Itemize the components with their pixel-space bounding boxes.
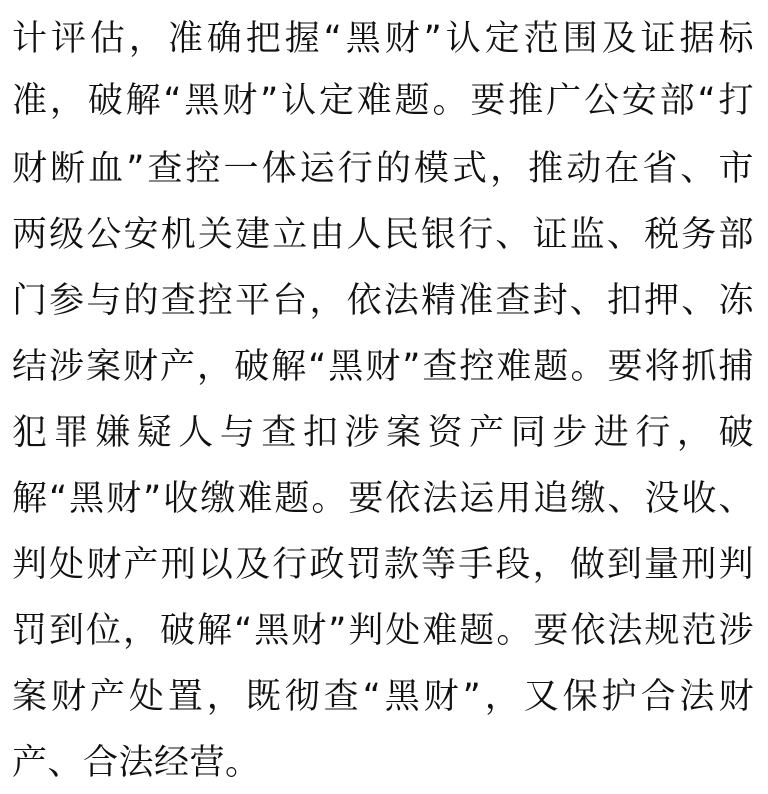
paragraph-line: 犯罪嫌疑人与查扣涉案资产同步进行，破 xyxy=(12,413,754,453)
paragraph-line: 计评估，准确把握“黑财”认定范围及证据标 xyxy=(12,19,754,59)
paragraph-line: 结涉案财产，破解“黑财”查控难题。要将抓捕 xyxy=(12,347,754,387)
paragraph-line: 准，破解“黑财”认定难题。要推广公安部“打 xyxy=(12,81,754,121)
paragraph-line: 罚到位，破解“黑财”判处难题。要依法规范涉 xyxy=(12,611,754,651)
paragraph-line: 财断血”查控一体运行的模式，推动在省、市 xyxy=(12,149,754,189)
paragraph-line: 判处财产刑以及行政罚款等手段，做到量刑判 xyxy=(12,545,754,585)
paragraph-line: 案财产处置，既彻查“黑财”，又保护合法财 xyxy=(12,677,754,717)
paragraph-line: 门参与的查控平台，依法精准查封、扣押、冻 xyxy=(12,281,754,321)
paragraph-line: 两级公安机关建立由人民银行、证监、税务部 xyxy=(12,215,754,255)
paragraph-line: 解“黑财”收缴难题。要依法运用追缴、没收、 xyxy=(12,479,754,519)
paragraph-line: 产、合法经营。 xyxy=(12,743,261,783)
